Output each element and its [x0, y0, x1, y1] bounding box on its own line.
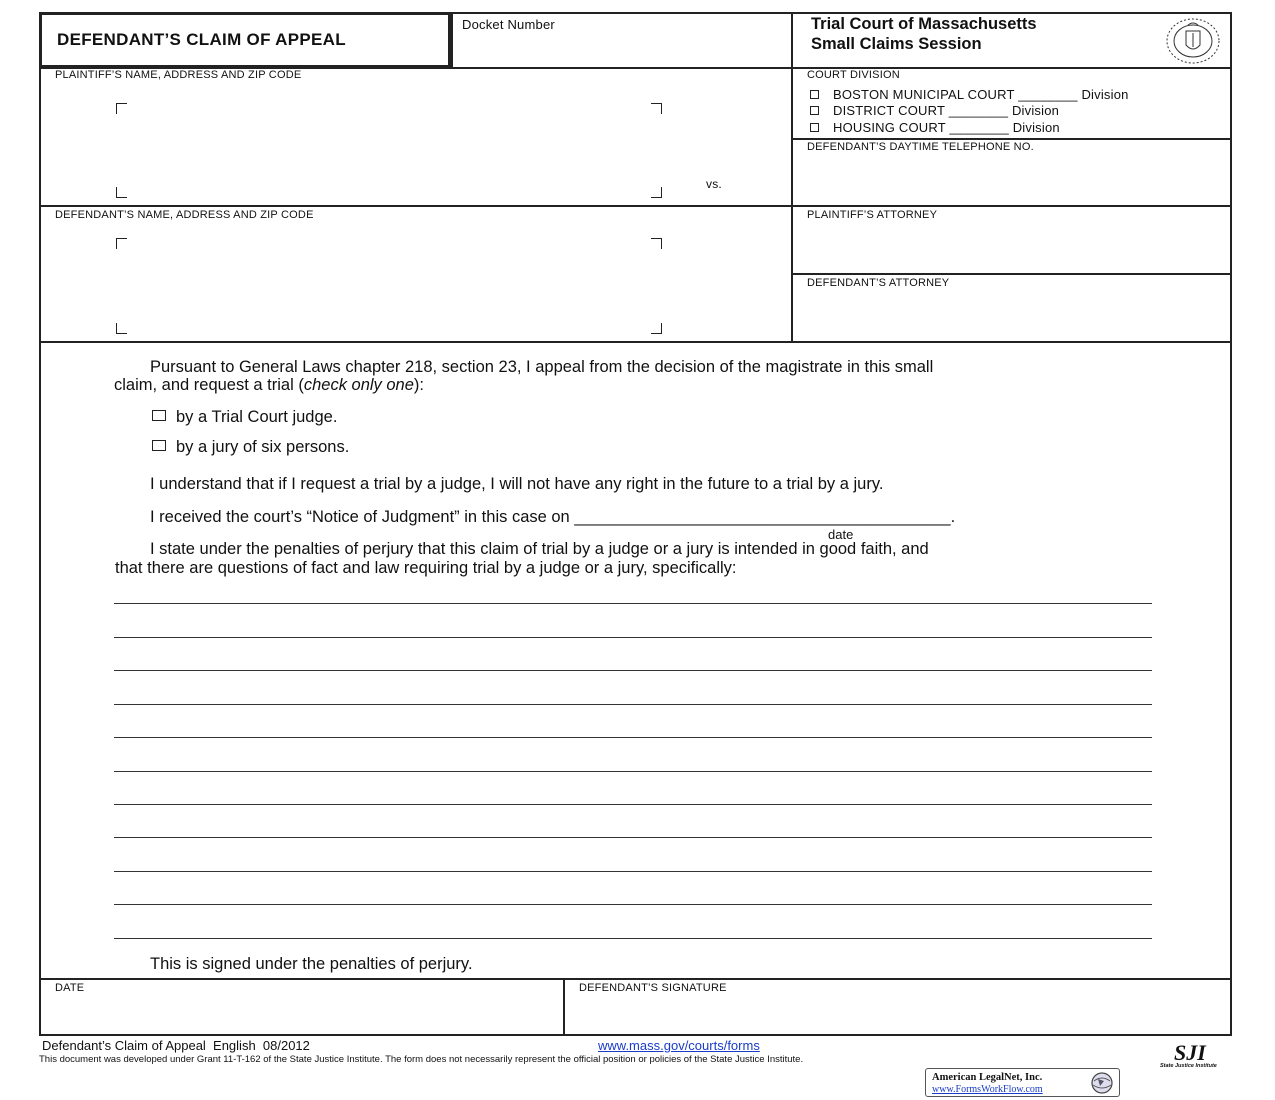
- option-jury: [152, 438, 349, 457]
- address-corner: [651, 323, 662, 334]
- division-suffix: Division: [1012, 120, 1060, 135]
- division-blank[interactable]: ________: [949, 120, 1009, 135]
- checkbox-jury[interactable]: [152, 440, 166, 451]
- division-blank[interactable]: ________: [1018, 87, 1078, 102]
- defendant-attorney-input[interactable]: [807, 296, 1226, 338]
- court-name: Trial Court of Massachusetts: [811, 15, 1037, 33]
- sji-logo-text: SJI: [1174, 1040, 1206, 1065]
- option-judge: [152, 408, 337, 427]
- explanation-line[interactable]: [114, 637, 1152, 638]
- judgment-date-blank[interactable]: _________________________________________.: [574, 508, 956, 526]
- explanation-line[interactable]: [114, 771, 1152, 772]
- defendant-phone-label: DEFENDANT’S DAYTIME TELEPHONE NO.: [807, 141, 1034, 153]
- checkbox-housing[interactable]: [810, 123, 819, 132]
- plaintiff-address-input[interactable]: [128, 110, 650, 190]
- division-bottom-line: [791, 138, 1232, 140]
- appeal-paragraph-line2: [114, 376, 424, 395]
- appeal-paragraph-line1: Pursuant to General Laws chapter 218, section 23, I appeal from the decision of the magistrate in this small: [150, 358, 934, 376]
- plaintiff-attorney-bottom-line: [791, 273, 1232, 275]
- address-corner: [116, 103, 127, 114]
- explanation-line[interactable]: [114, 737, 1152, 738]
- defendant-address-input[interactable]: [128, 246, 650, 326]
- legalnet-name: American LegalNet, Inc.: [932, 1072, 1043, 1083]
- appeal-text: claim, and request a trial (: [114, 376, 304, 394]
- column-divider: [791, 12, 793, 343]
- address-corner: [116, 187, 127, 198]
- explanation-line[interactable]: [114, 837, 1152, 838]
- sji-logo: [1158, 1040, 1248, 1072]
- form-id: Defendant’s Claim of Appeal English 08/2012: [42, 1038, 310, 1053]
- parties-bottom-line: [39, 341, 1232, 343]
- disclaimer: This document was developed under Grant 11-T-162 of the State Justice Institute. The form does not necessarily represent the official position or policies of the State Justice Institute.: [39, 1054, 804, 1065]
- docket-number-input[interactable]: [460, 36, 789, 64]
- division-option-district: [810, 103, 1059, 118]
- date-caption: date: [828, 527, 854, 542]
- legalnet-badge[interactable]: [925, 1068, 1120, 1097]
- perjury-statement-line1: I state under the penalties of perjury that this claim of trial by a judge or a jury is intended in good faith, and: [150, 540, 929, 558]
- address-corner: [651, 238, 662, 249]
- address-corner: [116, 238, 127, 249]
- address-corner: [116, 323, 127, 334]
- versus-label: vs.: [706, 177, 722, 191]
- division-name: DISTRICT COURT: [833, 103, 945, 118]
- division-name: BOSTON MUNICIPAL COURT: [833, 87, 1015, 102]
- defendant-label: DEFENDANT’S NAME, ADDRESS AND ZIP CODE: [55, 209, 314, 221]
- address-corner: [651, 103, 662, 114]
- docket-divider: [451, 12, 453, 68]
- defendant-attorney-label: DEFENDANT’S ATTORNEY: [807, 277, 950, 289]
- division-option-housing: [810, 120, 1060, 135]
- explanation-line[interactable]: [114, 938, 1152, 939]
- date-label: DATE: [55, 982, 85, 994]
- option-judge-label: by a Trial Court judge.: [176, 408, 338, 426]
- form-title: DEFENDANT’S CLAIM OF APPEAL: [57, 30, 346, 49]
- date-input[interactable]: [55, 998, 559, 1034]
- perjury-statement-line2: that there are questions of fact and law requiring trial by a judge or a jury, specifically:: [115, 559, 737, 577]
- appeal-emphasis: check only one: [303, 376, 414, 394]
- explanation-line[interactable]: [114, 871, 1152, 872]
- division-blank[interactable]: ________: [948, 103, 1009, 118]
- massachusetts-seal-icon: [1164, 17, 1222, 65]
- plaintiff-attorney-label: PLAINTIFF’S ATTORNEY: [807, 209, 938, 221]
- plaintiff-label: PLAINTIFF’S NAME, ADDRESS AND ZIP CODE: [55, 69, 302, 81]
- explanation-line[interactable]: [114, 603, 1152, 604]
- signature-divider: [563, 978, 565, 1036]
- understand-text: I understand that if I request a trial by a judge, I will not have any right in the future to a trial by a jury.: [150, 475, 884, 493]
- explanation-line[interactable]: [114, 670, 1152, 671]
- explanation-line[interactable]: [114, 804, 1152, 805]
- explanation-line[interactable]: [114, 904, 1152, 905]
- division-name: HOUSING COURT: [833, 120, 946, 135]
- received-text: [150, 508, 955, 527]
- checkbox-judge[interactable]: [152, 410, 166, 421]
- sji-caption: State Justice Institute: [1160, 1063, 1217, 1069]
- forms-link[interactable]: www.mass.gov/courts/forms: [598, 1038, 760, 1053]
- defendant-phone-input[interactable]: [807, 160, 1226, 202]
- court-session: Small Claims Session: [811, 35, 982, 53]
- signed-statement: This is signed under the penalties of perjury.: [150, 955, 473, 973]
- received-label: I received the court’s “Notice of Judgment” in this case on: [150, 508, 570, 526]
- option-jury-label: by a jury of six persons.: [176, 438, 350, 456]
- plaintiff-bottom-line: [39, 205, 1232, 207]
- explanation-line[interactable]: [114, 704, 1152, 705]
- checkbox-district[interactable]: [810, 106, 819, 115]
- division-suffix: Division: [1011, 103, 1060, 118]
- globe-icon: [1089, 1071, 1115, 1095]
- court-division-label: COURT DIVISION: [807, 69, 900, 81]
- division-suffix: Division: [1081, 87, 1129, 102]
- division-option-boston: [810, 87, 1129, 102]
- signature-input[interactable]: [579, 998, 1228, 1034]
- signature-label: DEFENDANT’S SIGNATURE: [579, 982, 727, 994]
- appeal-text-end: ):: [413, 376, 425, 394]
- legalnet-url: www.FormsWorkFlow.com: [932, 1084, 1043, 1095]
- checkbox-boston[interactable]: [810, 90, 819, 99]
- signature-top-line: [39, 978, 1232, 980]
- docket-number-label: Docket Number: [462, 17, 555, 32]
- plaintiff-attorney-input[interactable]: [807, 228, 1226, 270]
- address-corner: [651, 187, 662, 198]
